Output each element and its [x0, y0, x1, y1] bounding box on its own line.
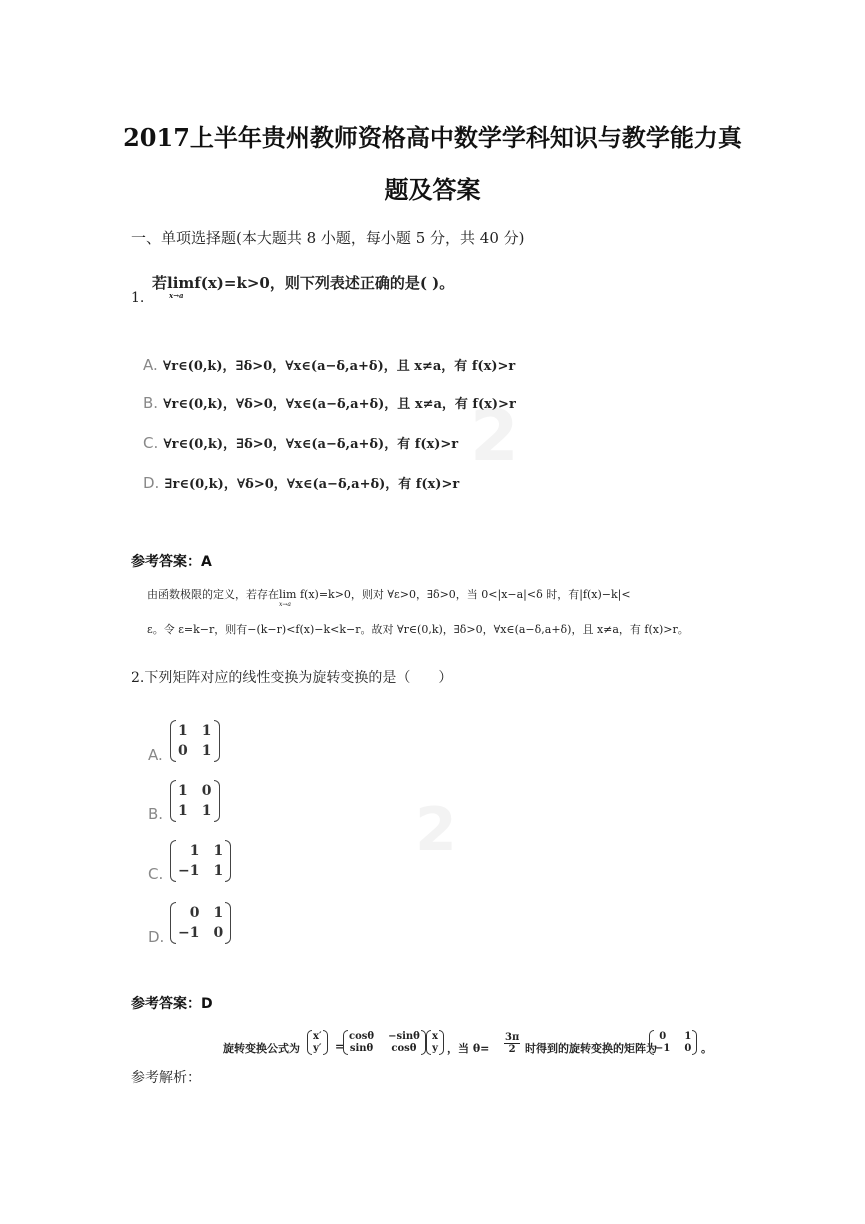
- matrix-cell: cosθ: [391, 1043, 417, 1054]
- matrix-cell: 1: [178, 803, 188, 819]
- expl-lim: lim: [279, 588, 297, 601]
- matrix-cell: 0: [189, 905, 200, 921]
- document-title-line2: 题及答案: [384, 175, 481, 204]
- expl-lim-subscript: x→a: [279, 601, 291, 608]
- q2-expl-end: 。: [701, 1042, 712, 1055]
- option-letter: A.: [143, 356, 158, 374]
- option-letter: D.: [143, 474, 160, 492]
- option-text: ∀r∈(0,k)，∀δ>0，∀x∈(a−δ,a+δ)，且 x≠a，有 f(x)>r: [163, 397, 516, 412]
- matrix-cell: 1: [201, 723, 212, 739]
- q2-expl-pre: 旋转变换公式为: [223, 1042, 300, 1055]
- matrix-cell: 1: [213, 843, 224, 859]
- matrix-cell: 0: [213, 925, 224, 941]
- matrix-cell: 1: [178, 723, 188, 739]
- matrix-cell: −sinθ: [388, 1031, 420, 1042]
- watermark-mark-1: 2: [470, 395, 519, 477]
- document-title-line1: 2017上半年贵州教师资格高中数学学科知识与教学能力真: [123, 123, 742, 152]
- matrix-cell: 1: [189, 843, 200, 859]
- option-text: ∀r∈(0,k)，∃δ>0，∀x∈(a−δ,a+δ)，且 x≠a，有 f(x)>r: [162, 359, 516, 374]
- q2-answer: 参考答案：D: [131, 996, 213, 1012]
- matrix-cell: 1: [201, 743, 212, 759]
- q1-stem-lim-subscript: x→a: [169, 291, 184, 300]
- q2-option-c-matrix: [170, 840, 231, 882]
- q1-option-a: [143, 355, 515, 374]
- q1-explanation-line1: [147, 586, 631, 608]
- vec-cell: y: [432, 1043, 438, 1054]
- q2-expl-vec-right: [426, 1030, 444, 1055]
- expl-post: f(x)=k>0，则对 ∀ε>0，∃δ>0，当 0<|x−a|<δ 时，有|f(x)−k|<: [299, 588, 631, 601]
- q1-stem-lim: lim: [167, 274, 195, 292]
- matrix-cell: 1: [213, 905, 224, 921]
- matrix-cell: 1: [178, 783, 188, 799]
- matrix-cell: cosθ: [349, 1031, 375, 1042]
- q2-expl-mid: ，当 θ=: [447, 1042, 490, 1055]
- q2-option-c-letter: C.: [148, 865, 164, 883]
- vec-cell: y′: [313, 1043, 322, 1054]
- option-text: ∃r∈(0,k)，∀δ>0，∀x∈(a−δ,a+δ)，有 f(x)>r: [164, 477, 460, 492]
- matrix-cell: 0: [201, 783, 212, 799]
- q2-explanation: [223, 1030, 723, 1070]
- matrix-cell: 0: [178, 743, 188, 759]
- vec-cell: x′: [313, 1031, 322, 1042]
- q2-expl-vec-left: [307, 1030, 328, 1055]
- q2-option-b-letter: B.: [148, 805, 164, 823]
- matrix-cell: 1: [213, 863, 224, 879]
- q1-option-b: [143, 393, 516, 412]
- q1-stem: [152, 272, 455, 300]
- q2-option-d-matrix: [170, 902, 231, 944]
- option-letter: B.: [143, 394, 159, 412]
- watermark-mark-2: 2: [415, 795, 457, 865]
- q1-explanation-line2: ε。令 ε=k−r，则有−(k−r)<f(x)−k<k−r。故对 ∀r∈(0,k)，∃δ>0，∀x∈(a−δ,a+δ)，且 x≠a，有 f(x)>r。: [147, 623, 689, 636]
- q1-stem-pre: 若: [152, 274, 168, 292]
- option-letter: C.: [143, 434, 159, 452]
- fraction-numerator: 3π: [505, 1032, 520, 1043]
- q1-number: 1.: [131, 290, 145, 306]
- matrix-cell: 1: [684, 1031, 692, 1042]
- matrix-cell: 0: [684, 1043, 692, 1054]
- vec-cell: x: [432, 1031, 438, 1042]
- matrix-cell: −1: [655, 1043, 671, 1054]
- matrix-cell: 0: [659, 1031, 667, 1042]
- q1-option-d: [143, 473, 459, 492]
- q2-expl-post: 时得到的旋转变换的矩阵为: [525, 1042, 657, 1055]
- q2-expl-fraction: [504, 1032, 520, 1055]
- expl-pre: 由函数极限的定义，若存在: [147, 588, 279, 601]
- q2-expl-result-matrix: [649, 1030, 697, 1055]
- q2-option-a-letter: A.: [148, 746, 163, 764]
- q2-option-b-matrix: [170, 780, 220, 822]
- q1-stem-post: f(x)=k>0，则下列表述正确的是( )。: [194, 274, 455, 292]
- matrix-cell: −1: [178, 863, 200, 879]
- option-text: ∀r∈(0,k)，∃δ>0，∀x∈(a−δ,a+δ)，有 f(x)>r: [163, 437, 459, 452]
- q2-expl-eq: =: [335, 1040, 345, 1053]
- section-heading: 一、单项选择题(本大题共 8 小题，每小题 5 分，共 40 分): [131, 229, 525, 247]
- q2-expl-rotation-matrix: [343, 1030, 426, 1055]
- matrix-cell: 1: [201, 803, 212, 819]
- q1-answer: 参考答案：A: [131, 554, 212, 570]
- matrix-cell: −1: [178, 925, 200, 941]
- matrix-cell: sinθ: [349, 1043, 374, 1054]
- q1-option-c: [143, 433, 458, 452]
- fraction-denominator: 2: [508, 1044, 516, 1055]
- q2-option-d-letter: D.: [148, 928, 165, 946]
- q2-analysis-label: 参考解析：: [131, 1070, 201, 1086]
- q2-text: 2.下列矩阵对应的线性变换为旋转变换的是（ ）: [131, 670, 453, 686]
- q2-option-a-matrix: [170, 720, 220, 762]
